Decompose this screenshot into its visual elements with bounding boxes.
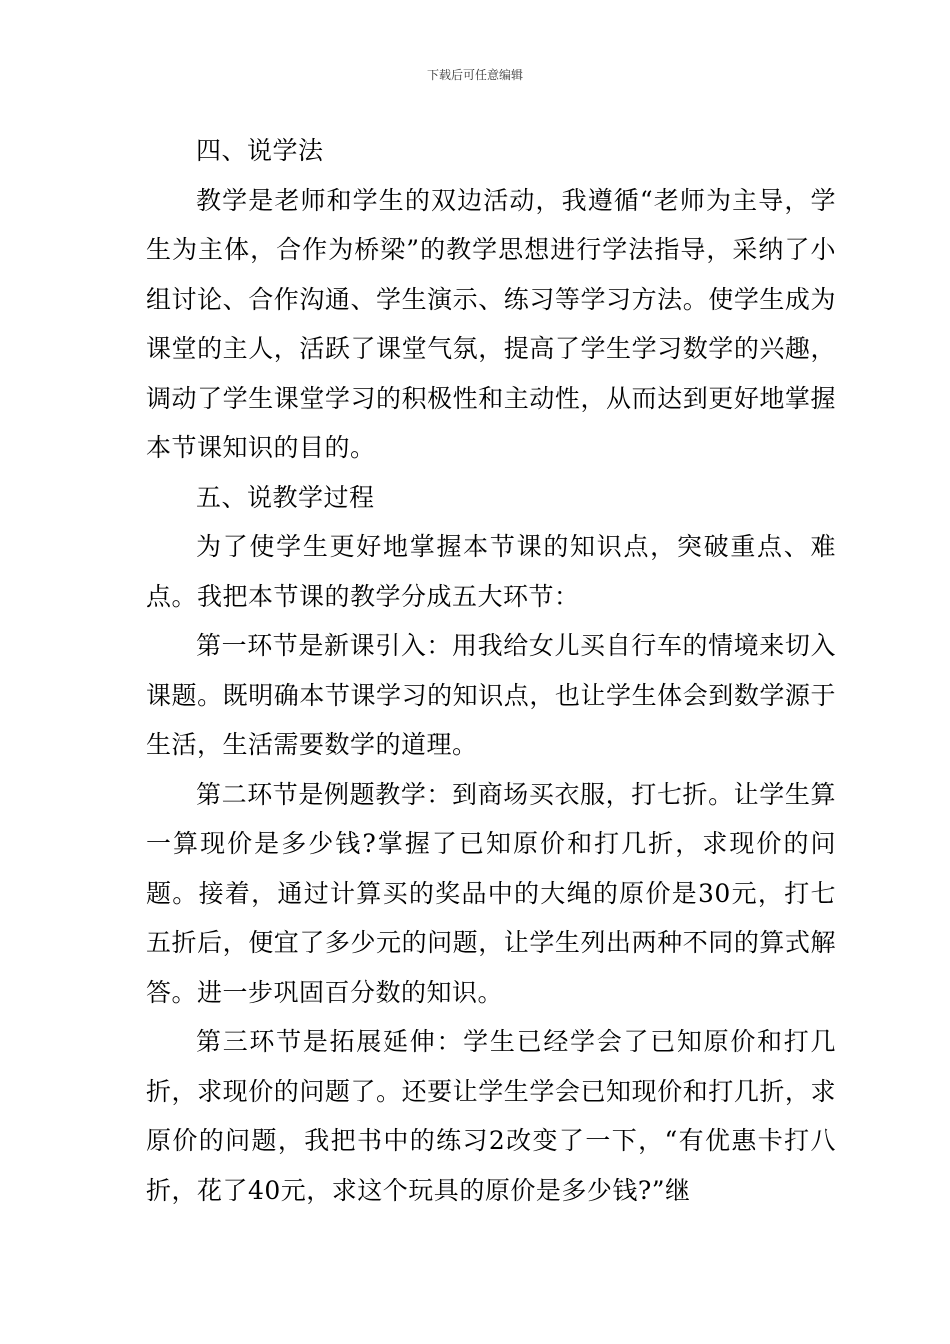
paragraph-study-method: 教学是老师和学生的双边活动，我遵循“老师为主导，学生为主体，合作为桥梁”的教学思想进行学法指导，采纳了小组讨论、合作沟通、学生演示、练习等学习方法。使学生成为课堂的主人，活跃了课堂气氛，提高了学生学习数学的兴趣，调动了学生课堂学习的积极性和主动性，从而达到更好地掌握本节课知识的目的。 [146,185,836,462]
page-header-note: 下载后可任意编辑 [426,68,523,82]
paragraph-stage-one: 第一环节是新课引入：用我给女儿买自行车的情境来切入课题。既明确本节课学习的知识点，也让学生体会到数学源于生活，生活需要数学的道理。 [146,631,836,759]
section-heading-teaching-process: 五、说教学过程 [196,482,375,512]
paragraph-process-intro: 为了使学生更好地掌握本节课的知识点，突破重点、难点。我把本节课的教学分成五大环节： [146,532,836,611]
paragraph-stage-two: 第二环节是例题教学：到商场买衣服，打七折。让学生算一算现价是多少钱?掌握了已知原价和打几折，求现价的问题。接着，通过计算买的奖品中的大绳的原价是30元，打七五折后，便宜了多少元的问题，让学生列出两种不同的算式解答。进一步巩固百分数的知识。 [146,779,836,1007]
document-body [146,126,836,1215]
section-heading-study-method: 四、说学法 [196,136,324,165]
paragraph-stage-three: 第三环节是拓展延伸：学生已经学会了已知原价和打几折，求现价的问题了。还要让学生学会已知现价和打几折，求原价的问题，我把书中的练习2改变了一下，“有优惠卡打八折，花了40元，求这个玩具的原价是多少钱?”继 [146,1027,836,1205]
